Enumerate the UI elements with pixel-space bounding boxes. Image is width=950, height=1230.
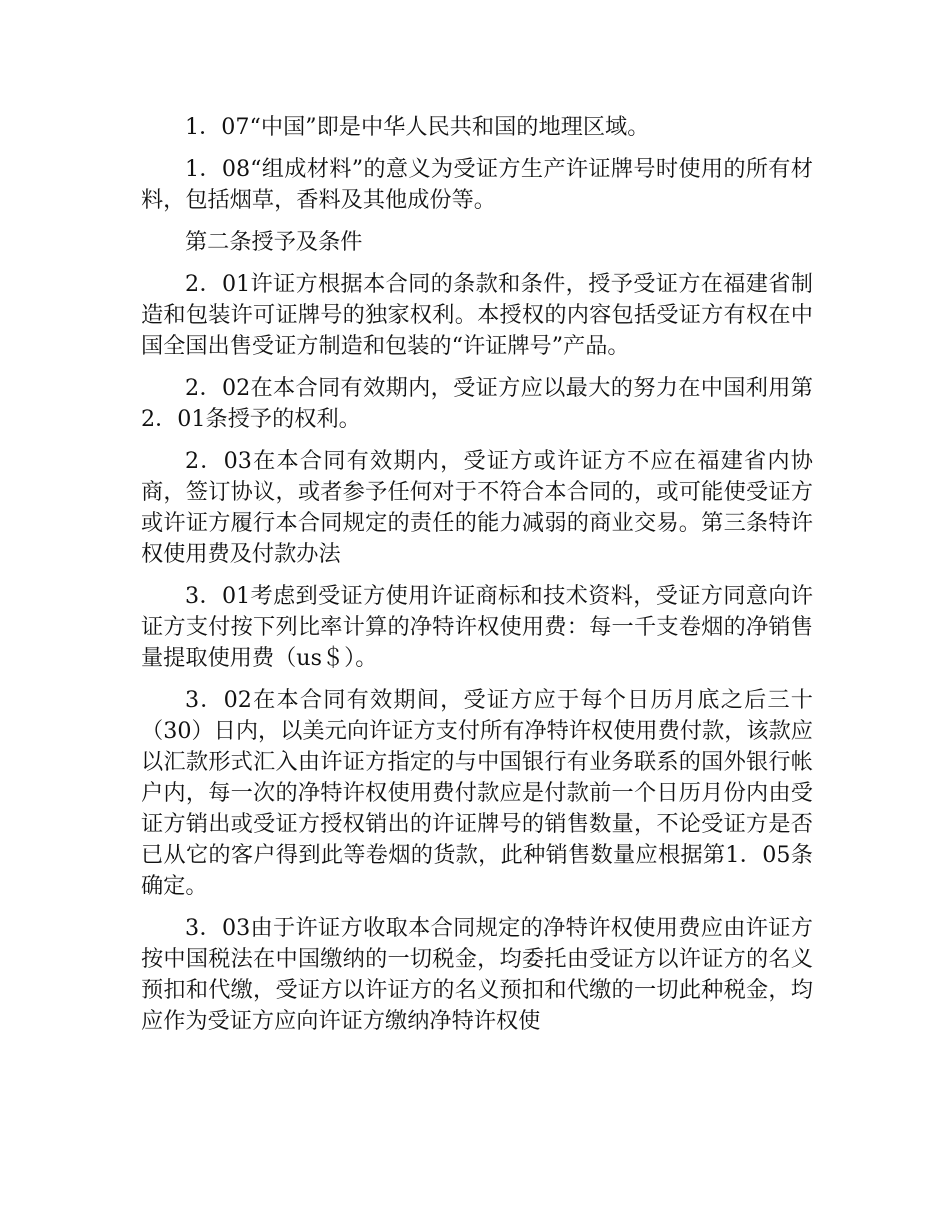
paragraph-2-01: 2．01许证方根据本合同的条款和条件，授予受证方在福建省制造和包装许可证牌号的独家权利。本授权的内容包括受证方有权在中国全国出售受证方制造和包装的“许证牌号”产品。: [141, 271, 813, 359]
paragraph-3-03: 3．03由于许证方收取本合同规定的净特许权使用费应由许证方按中国税法在中国缴纳的一切税金，均委托由受证方以许证方的名义预扣和代缴，受证方以许证方的名义预扣和代缴的一切此种税金，均应作为受证方应向许证方缴纳净特许权使: [141, 915, 813, 1034]
document-body: [141, 112, 813, 1048]
paragraph-3-02: 3．02在本合同有效期间，受证方应于每个日历月底之后三十（30）日内，以美元向许证方支付所有净特许权使用费付款，该款应以汇款形式汇入由许证方指定的与中国银行有业务联系的国外银行帐户内，每一次的净特许权使用费付款应是付款前一个日历月份内由受证方销出或受证方授权销出的许证牌号的销售数量，不论受证方是否已从它的客户得到此等卷烟的货款，此种销售数量应根据第1．05条确定。: [141, 687, 813, 899]
paragraph-1-07: 1．07“中国”即是中华人民共和国的地理区域。: [185, 114, 650, 140]
paragraph-2-02: 2．02在本合同有效期内，受证方应以最大的努力在中国利用第2．01条授予的权利。: [141, 375, 813, 432]
paragraph-2-03: 2．03在本合同有效期内，受证方或许证方不应在福建省内协商，签订协议，或者参予任何对于不符合本合同的，或可能使受证方或许证方履行本合同规定的责任的能力减弱的商业交易。第三条特许权使用费及付款办法: [141, 448, 813, 567]
paragraph-3-01: 3．01考虑到受证方使用许证商标和技术资料，受证方同意向许证方支付按下列比率计算的净特许权使用费：每一千支卷烟的净销售量提取使用费（us＄）。: [141, 583, 813, 671]
section-heading-article-2: 第二条授予及条件: [185, 229, 363, 255]
paragraph-1-08: 1．08“组成材料”的意义为受证方生产许证牌号时使用的所有材料，包括烟草，香料及其他成份等。: [141, 156, 813, 213]
